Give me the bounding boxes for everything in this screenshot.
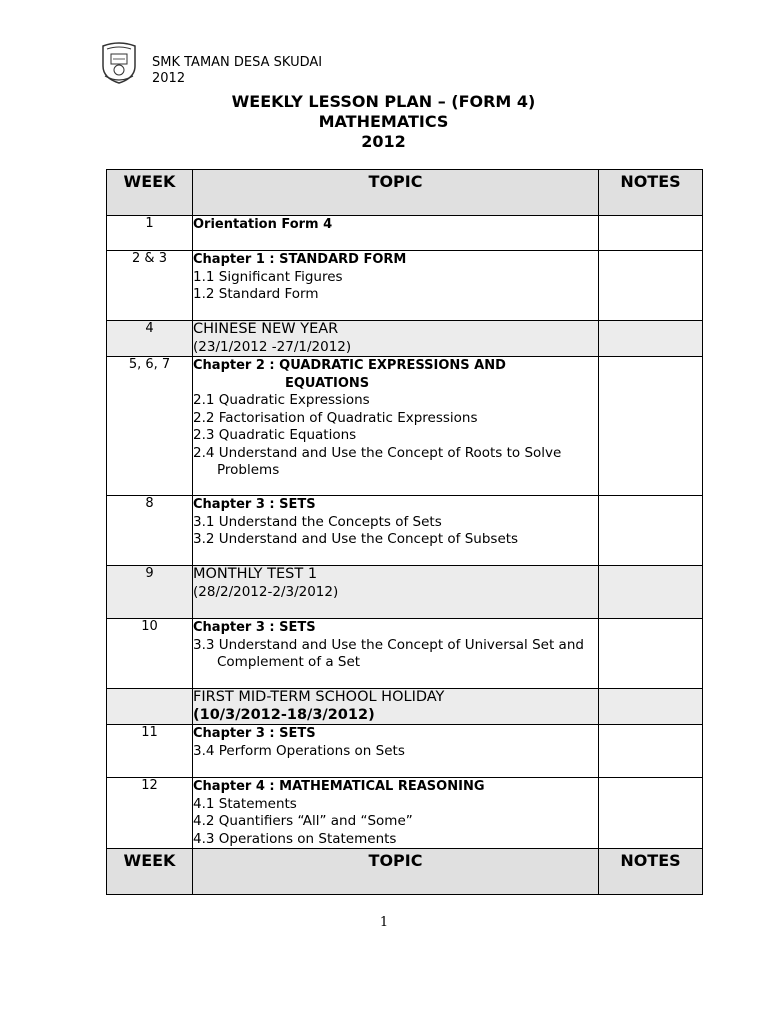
notes-cell (599, 689, 703, 725)
week-cell (107, 689, 193, 725)
chapter-title-cont: EQUATIONS (285, 375, 370, 391)
week-cell: 11 (107, 725, 193, 778)
topic-item: 1.1 Significant Figures (193, 268, 343, 285)
topic-item: 4.3 Operations on Statements (193, 830, 397, 847)
table-row (107, 725, 703, 778)
topic-item: 2.3 Quadratic Equations (193, 427, 357, 443)
topic-cell (193, 725, 599, 778)
chapter-title: Chapter 3 : SETS (193, 620, 316, 635)
chapter-title: Chapter 4 : MATHEMATICAL REASONING (193, 779, 485, 794)
topic-item: 4.2 Quantifiers “All” and “Some” (193, 813, 413, 829)
event-title: MONTHLY TEST 1 (193, 566, 318, 582)
topic-cell (193, 566, 599, 619)
chapter-title: Chapter 3 : SETS (193, 726, 316, 741)
chapter-title: Chapter 2 : QUADRATIC EXPRESSIONS AND (193, 358, 506, 373)
topic-cell (193, 357, 599, 496)
header-notes: NOTES (599, 849, 703, 895)
document-title (0, 92, 768, 152)
topic-cell (193, 496, 599, 566)
notes-cell (599, 778, 703, 849)
notes-cell (599, 725, 703, 778)
header-notes: NOTES (599, 170, 703, 216)
header-week: WEEK (107, 170, 193, 216)
topic-cell (193, 251, 599, 321)
school-crest-logo (99, 40, 139, 84)
table-row (107, 778, 703, 849)
event-title: CHINESE NEW YEAR (193, 321, 339, 337)
school-name: SMK TAMAN DESA SKUDAI (152, 55, 323, 70)
topic-item-cont: Complement of a Set (217, 654, 361, 670)
school-header (152, 55, 322, 87)
week-cell: 8 (107, 496, 193, 566)
topic-cell (193, 778, 599, 849)
topic-item: 1.2 Standard Form (193, 286, 319, 302)
week-cell: 1 (107, 216, 193, 251)
topic-cell (193, 689, 599, 725)
title-line-2: MATHEMATICS (318, 112, 449, 131)
table-row (107, 251, 703, 321)
week-cell: 9 (107, 566, 193, 619)
chapter-title: Orientation Form 4 (193, 217, 333, 232)
table-row (107, 496, 703, 566)
notes-cell (599, 216, 703, 251)
chapter-title: Chapter 3 : SETS (193, 497, 316, 512)
topic-item: 2.4 Understand and Use the Concept of Roots to Solve (193, 444, 562, 461)
notes-cell (599, 496, 703, 566)
topic-item: 2.2 Factorisation of Quadratic Expressions (193, 409, 478, 426)
table-row (107, 357, 703, 496)
header-topic: TOPIC (193, 849, 599, 895)
header-topic: TOPIC (193, 170, 599, 216)
topic-item: 3.3 Understand and Use the Concept of Universal Set and (193, 636, 584, 653)
week-cell: 10 (107, 619, 193, 689)
topic-item-cont: Problems (217, 462, 280, 478)
notes-cell (599, 251, 703, 321)
notes-cell (599, 566, 703, 619)
event-date: (10/3/2012-18/3/2012) (193, 706, 375, 723)
table-row (107, 566, 703, 619)
page-number: 1 (379, 915, 389, 930)
topic-item: 2.1 Quadratic Expressions (193, 392, 370, 408)
school-year: 2012 (152, 71, 186, 86)
table-row (107, 216, 703, 251)
table-row (107, 321, 703, 357)
table-row (107, 689, 703, 725)
week-cell: 12 (107, 778, 193, 849)
lesson-plan-table (106, 169, 703, 895)
topic-item: 4.1 Statements (193, 795, 297, 812)
title-line-3: 2012 (361, 132, 406, 151)
header-week: WEEK (107, 849, 193, 895)
table-header-row (107, 170, 703, 216)
week-cell: 4 (107, 321, 193, 357)
chapter-title: Chapter 1 : STANDARD FORM (193, 252, 407, 267)
week-cell: 5, 6, 7 (107, 357, 193, 496)
topic-cell (193, 321, 599, 357)
week-cell: 2 & 3 (107, 251, 193, 321)
notes-cell (599, 619, 703, 689)
topic-cell (193, 619, 599, 689)
topic-item: 3.4 Perform Operations on Sets (193, 742, 405, 759)
topic-item: 3.2 Understand and Use the Concept of Subsets (193, 531, 519, 547)
topic-cell (193, 216, 599, 251)
notes-cell (599, 321, 703, 357)
event-title: FIRST MID-TERM SCHOOL HOLIDAY (193, 689, 445, 705)
event-date: (23/1/2012 -27/1/2012) (193, 338, 352, 355)
topic-item: 3.1 Understand the Concepts of Sets (193, 513, 442, 530)
table-row (107, 619, 703, 689)
title-line-1: WEEKLY LESSON PLAN – (FORM 4) (231, 92, 536, 111)
table-header-row-repeat (107, 849, 703, 895)
notes-cell (599, 357, 703, 496)
event-date: (28/2/2012-2/3/2012) (193, 583, 339, 600)
